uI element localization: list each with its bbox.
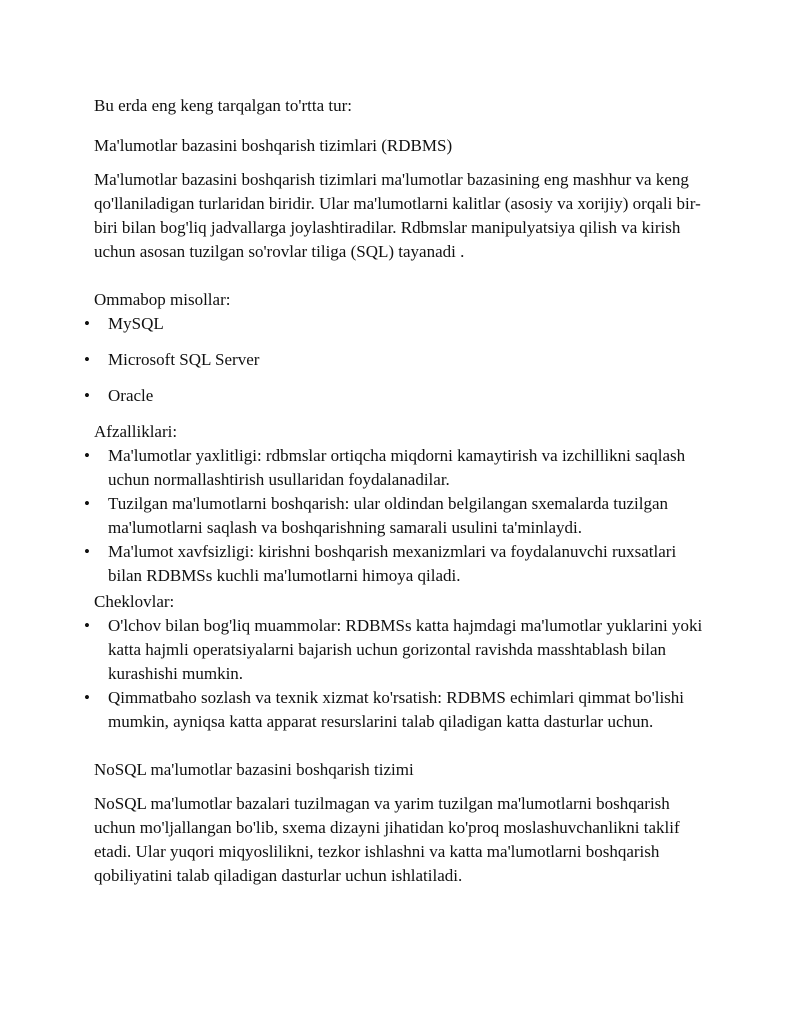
list-item: • Ma'lumotlar yaxlitligi: rdbmslar ortiqcha miqdorni kamaytirish va izchillikni saqlash uchun normallashtirish usullaridan foydalanadilar. [108,444,708,492]
list-item: • O'lchov bilan bog'liq muammolar: RDBMSs katta hajmdagi ma'lumotlar yuklarini yoki katta hajmli operatsiyalarni bajarish uchun gorizontal ravishda masshtablash bilan kurashishi mumkin. [108,614,708,686]
examples-label: Ommabop misollar: [94,290,231,309]
nosql-heading: NoSQL ma'lumotlar bazasini boshqarish tizimi [94,760,414,779]
advantages-list [108,444,708,588]
rdbms-description: Ma'lumotlar bazasini boshqarish tizimlari ma'lumotlar bazasining eng mashhur va keng qo'llaniladigan turlaridan biridir. Ular ma'lumotlarni kalitlar (asosiy va xorijiy) orqali bir-biri bilan bog'liq jadvallarga joylashtiradilar. Rdbmslar manipulyatsiya qilish va kirish uchun asosan tuzilgan so'rovlar tiliga (SQL) tayanadi . [94,170,701,261]
list-item: • Microsoft SQL Server [108,348,708,372]
rdbms-heading: Ma'lumotlar bazasini boshqarish tizimlari (RDBMS) [94,136,453,155]
limitations-list [108,614,708,734]
list-item: • MySQL [108,312,708,336]
list-item: • Oracle [108,384,708,408]
intro-text: Bu erda eng keng tarqalgan to'rtta tur: [94,96,352,115]
limitations-label: Cheklovlar: [94,592,175,611]
nosql-description: NoSQL ma'lumotlar bazalari tuzilmagan va yarim tuzilgan ma'lumotlarni boshqarish uchun mo'ljallangan bo'lib, sxema dizayni jihatidan ko'proq moslashuvchanlikni taklif etadi. Ular yuqori miqyoslilikni, tezkor ishlashni va katta ma'lumotlarni boshqarish qobiliyatini talab qiladigan dasturlar uchun ishlatiladi. [94,794,680,885]
list-item: • Qimmatbaho sozlash va texnik xizmat ko'rsatish: RDBMS echimlari qimmat bo'lishi mumkin, ayniqsa katta apparat resurslarini talab qiladigan katta dasturlar uchun. [108,686,708,734]
list-item: • Ma'lumot xavfsizligi: kirishni boshqarish mexanizmlari va foydalanuvchi ruxsatlari bilan RDBMSs kuchli ma'lumotlarni himoya qiladi. [108,540,708,588]
list-item: • Tuzilgan ma'lumotlarni boshqarish: ular oldindan belgilangan sxemalarda tuzilgan ma'lumotlarni saqlash va boshqarishning samarali usulini ta'minlaydi. [108,492,708,540]
advantages-label: Afzalliklari: [94,422,178,441]
examples-list [108,312,708,408]
